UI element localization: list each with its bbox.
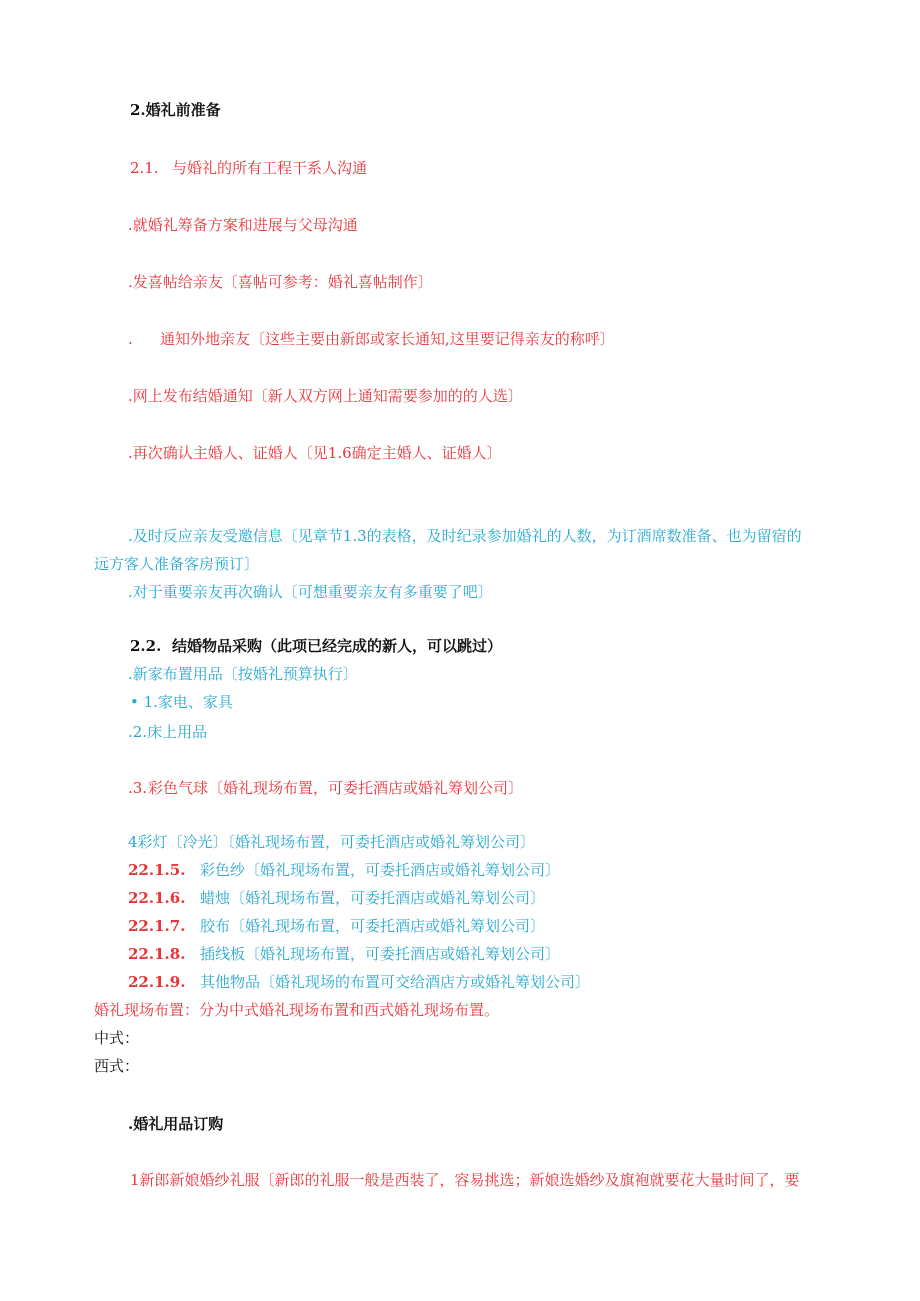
item-number: 22.1.6. (128, 889, 186, 907)
item-text: 彩色纱〔婚礼现场布置，可委托酒店或婚礼筹划公司〕 (200, 861, 561, 879)
list-item-continuation: 远方客人准备客房预订〕 (94, 555, 260, 573)
list-item: .2.床上用品 (128, 723, 208, 741)
list-item (128, 778, 523, 798)
numbered-item (128, 888, 545, 908)
subsection-2-2 (130, 636, 502, 656)
item-text: 胶布〔婚礼现场布置，可委托酒店或婚礼筹划公司〕 (200, 917, 546, 935)
item-text: 插线板〔婚礼现场布置，可委托酒店或婚礼筹划公司〕 (200, 945, 561, 963)
venue-paragraph: 婚礼现场布置：分为中式婚礼现场布置和西式婚礼现场布置。 (94, 1001, 500, 1019)
list-item: .网上发布结婚通知〔新人双方网上通知需要参加的的人选〕 (128, 387, 523, 405)
subsection-title: 结婚物品采购（此项已经完成的新人，可以跳过） (172, 637, 503, 655)
list-item: .就婚礼筹备方案和进展与父母沟通 (128, 216, 358, 234)
list-item: • 1.家电、家具 (130, 693, 233, 711)
item-number: 22.1.5. (128, 861, 186, 879)
subsection-number: 2.1. (130, 159, 159, 177)
item-number: 22.1.7. (128, 917, 186, 935)
item-text: 其他物品〔婚礼现场的布置可交给酒店方或婚礼筹划公司〕 (200, 973, 591, 991)
numbered-item (128, 972, 590, 992)
item-number: 22.1.9. (128, 973, 186, 991)
list-item: .及时反应亲友受邀信息〔见章节1.3的表格，及时纪录参加婚礼的人数，为订酒席数准备、也为留宿的 (128, 527, 802, 545)
list-item: .新家布置用品〔按婚礼预算执行〕 (128, 665, 358, 683)
list-item: 4彩灯〔冷光〕〔婚礼现场布置，可委托酒店或婚礼筹划公司〕 (128, 833, 536, 851)
list-bullet: . (128, 330, 133, 348)
item-text: 蜡烛〔婚礼现场布置，可委托酒店或婚礼筹划公司〕 (200, 889, 546, 907)
list-item: .发喜帖给亲友〔喜帖可参考：婚礼喜帖制作〕 (128, 273, 433, 291)
order-heading: .婚礼用品订购 (128, 1115, 224, 1133)
item-number: 22.1.8. (128, 945, 186, 963)
list-number: .3. (128, 779, 148, 797)
list-item: .再次确认主婚人、证婚人〔见1.6确定主婚人、证婚人〕 (128, 444, 502, 462)
western-style-label: 西式： (94, 1057, 140, 1075)
list-item: .对于重要亲友再次确认〔可想重要亲友有多重要了吧〕 (128, 583, 493, 601)
list-item-text: 彩色气球〔婚礼现场布置，可委托酒店或婚礼筹划公司〕 (148, 779, 524, 797)
list-item: 1新郎新娘婚纱礼服〔新郎的礼服一般是西装了，容易挑选；新娘选婚纱及旗袍就要花大量时间了，要 (130, 1171, 800, 1189)
chinese-style-label: 中式： (94, 1029, 140, 1047)
subsection-title: 与婚礼的所有工程干系人沟通 (172, 159, 368, 177)
numbered-item (128, 860, 560, 880)
list-item (128, 329, 615, 349)
numbered-item (128, 916, 545, 936)
list-item-text: 通知外地亲友〔这些主要由新郎或家长通知,这里要记得亲友的称呼〕 (160, 330, 615, 348)
subsection-number: 2.2. (130, 637, 162, 655)
numbered-item (128, 944, 560, 964)
section-heading: 2.婚礼前准备 (130, 101, 221, 119)
subsection-2-1 (130, 158, 367, 178)
